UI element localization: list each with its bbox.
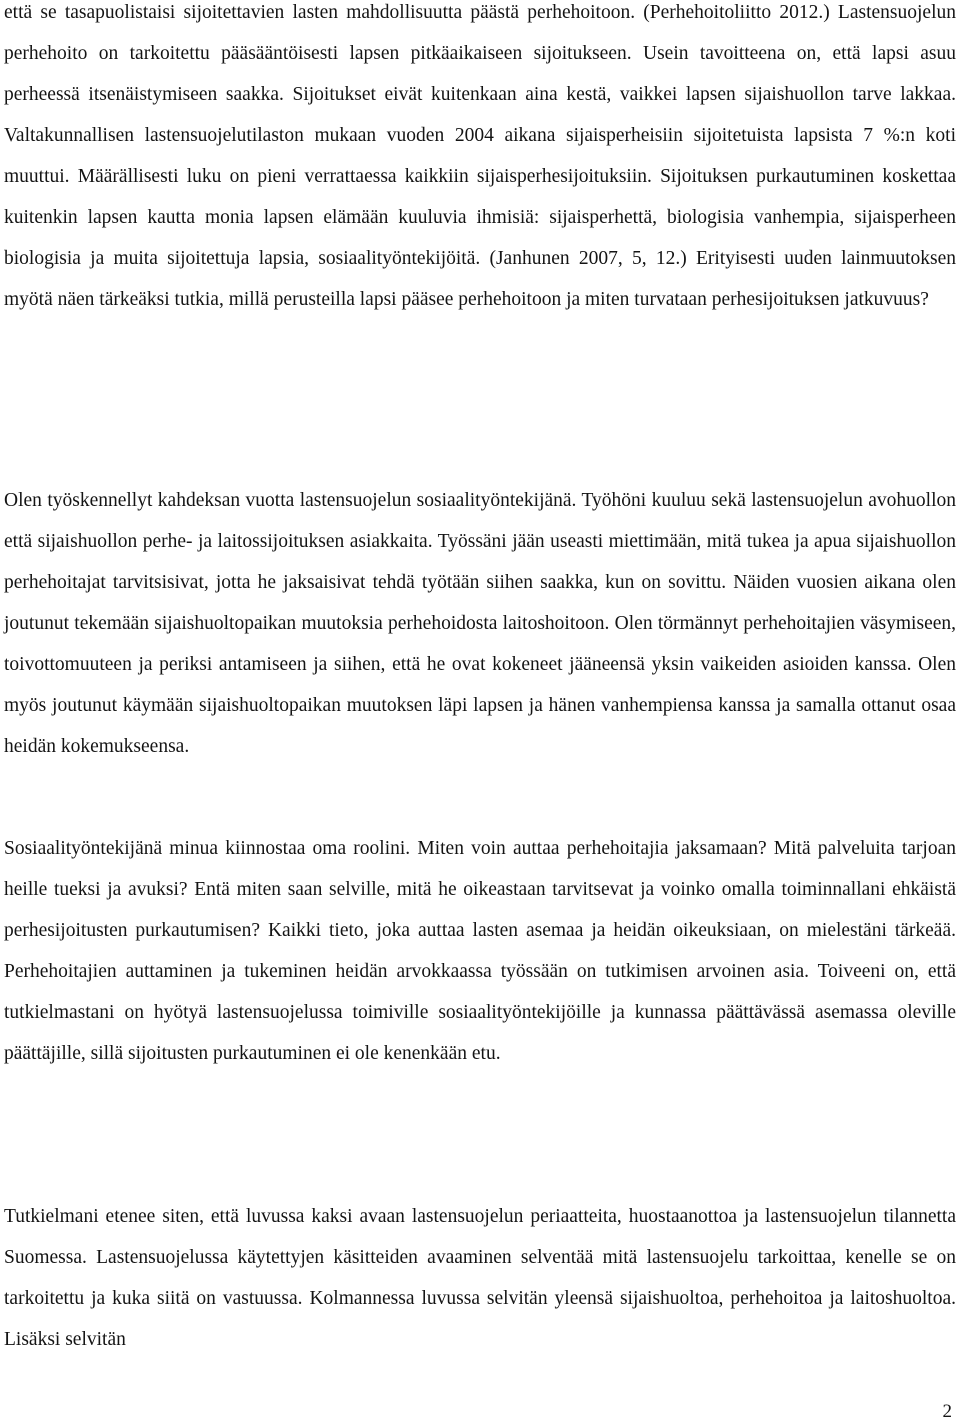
paragraph-3	[4, 828, 956, 1074]
paragraph-1	[4, 0, 956, 320]
paragraph-text: Olen työskennellyt kahdeksan vuotta lastensuojelun sosiaalityöntekijänä. Työhöni kuuluu sekä lastensuojelun avohuollon että sijaishuollon perhe- ja laitossijoituksen asiakkaita. Työssäni jään useasti miettimään, mitä tukea ja apua sijaishuollon perhehoitajat tarvitsisivat, jotta he jaksaisivat tehdä työtään siihen saakka, kun on sovittu. Näiden vuosien aikana olen joutunut tekemään sijaishuoltopaikan muutoksia perhehoidosta laitoshoitoon. Olen törmännyt perhehoitajien väsymiseen, toivottomuuteen ja periksi antamiseen ja siihen, että he ovat kokeneet jääneensä yksin vaikeiden asioiden kanssa. Olen myös joutunut käymään sijaishuoltopaikan muutoksen läpi lapsen ja hänen vanhempiensa kanssa ja samalla ottanut osaa heidän kokemukseensa.	[4, 490, 956, 757]
paragraph-text: Tutkielmani etenee siten, että luvussa kaksi avaan lastensuojelun periaatteita, huostaanottoa ja lastensuojelun tilannetta Suomessa. Lastensuojelussa käytettyjen käsitteiden avaaminen selventää mitä lastensuojelu tarkoittaa, kenelle se on tarkoitettu ja kuka siitä on vastuussa. Kolmannessa luvussa selvitän yleensä sijaishuoltoa, perhehoitoa ja laitoshuoltoa. Lisäksi selvitän	[4, 1206, 956, 1350]
paragraph-text: Sosiaalityöntekijänä minua kiinnostaa oma roolini. Miten voin auttaa perhehoitajia jaksamaan? Mitä palveluita tarjoan heille tueksi ja avuksi? Entä miten saan selville, mitä he oikeastaan tarvitsevat ja voinko omalla toiminnallani ehkäistä perhesijoitusten purkautumisen? Kaikki tieto, joka auttaa lasten asemaa ja heidän oikeuksiaan, on mielestäni tärkeää. Perhehoitajien auttaminen ja tukeminen heidän arvokkaassa työssään on tutkimisen arvoinen asia. Toiveeni on, että tutkielmastani on hyötyä lastensuojelussa toimiville sosiaalityöntekijöille ja kunnassa päättävässä asemassa oleville päättäjille, sillä sijoitusten purkautuminen ei ole kenenkään etu.	[4, 838, 956, 1064]
paragraph-2	[4, 480, 956, 767]
page-number: 2	[942, 1401, 952, 1422]
paragraph-text: että se tasapuolistaisi sijoitettavien lasten mahdollisuutta päästä perhehoitoon. (Perhehoitoliitto 2012.) Lastensuojelun perhehoito on tarkoitettu pääsääntöisesti lapsen pitkäaikaiseen sijoitukseen. Usein tavoitteena on, että lapsi asuu perheessä itsenäistymiseen saakka. Sijoitukset eivät kuitenkaan aina kestä, vaikkei lapsen sijaishuollon tarve lakkaa. Valtakunnallisen lastensuojelutilaston mukaan vuoden 2004 aikana sijaisperheisiin sijoitetuista lapsista 7 %:n koti muuttui. Määrällisesti luku on pieni verrattaessa kaikkiin sijaisperhesijoituksiin. Sijoituksen purkautuminen koskettaa kuitenkin lapsen kautta monia lapsen elämään kuuluvia ihmisiä: sijaisperhettä, biologisia vanhempia, sijaisperheen biologisia ja muita sijoitettuja lapsia, sosiaalityöntekijöitä. (Janhunen 2007, 5, 12.) Erityisesti uuden lainmuutoksen myötä näen tärkeäksi tutkia, millä perusteilla lapsi pääsee perhehoitoon ja miten turvataan perhesijoituksen jatkuvuus?	[4, 2, 956, 310]
paragraph-4	[4, 1196, 956, 1360]
